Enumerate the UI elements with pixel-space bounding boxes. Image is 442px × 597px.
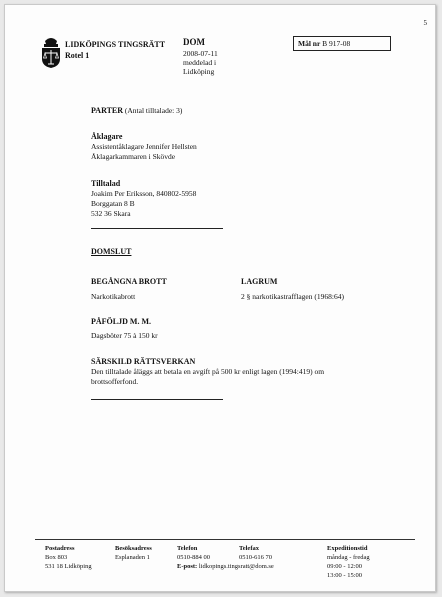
rattsverkan-line1: Den tilltalade åläggs att betala en avgift på 500 kr enligt lagen (1994:419) om (91, 367, 325, 376)
telefax-label: Telefax (239, 545, 259, 552)
expeditionstid-label: Expeditionstid (327, 545, 368, 552)
pafoljd-heading: PÅFÖLJD M. M. (91, 317, 151, 326)
pafoljd-value: Dagsböter 75 à 150 kr (91, 331, 158, 340)
telefon-label: Telefon (177, 545, 198, 552)
document-type: DOM (183, 37, 205, 47)
case-number-box (293, 36, 391, 51)
aklagare-line2: Åklagarkammaren i Skövde (91, 152, 176, 161)
footer-divider (35, 539, 415, 540)
footer-besoksadress (115, 544, 152, 562)
court-header (65, 39, 165, 61)
tilltalad-line1: Joakim Per Eriksson, 840802-5958 (91, 189, 197, 198)
tilltalad-divider (91, 228, 223, 229)
page-number: 5 (423, 19, 427, 27)
tilltalad-section (91, 179, 196, 219)
besoksadress-value: Esplanaden 1 (115, 554, 150, 561)
parter-heading: PARTER (91, 106, 124, 115)
tilltalad-line2: Borggatan 8 B (91, 199, 135, 208)
lagrum-section (241, 277, 344, 302)
document-meta (183, 49, 218, 76)
expeditionstid-line1: måndag - fredag (327, 554, 370, 561)
brott-value: Narkotikabrott (91, 292, 136, 301)
postadress-line1: Box 803 (45, 554, 68, 561)
epost-label: E-post: (177, 563, 198, 570)
document-issued-line1: meddelad i (183, 58, 217, 67)
footer-telefax (239, 544, 272, 562)
court-crest-icon (39, 35, 63, 69)
lagrum-heading: LAGRUM (241, 277, 278, 286)
domslut-heading: DOMSLUT (91, 247, 132, 256)
postadress-line2: 531 18 Lidköping (45, 563, 92, 570)
telefon-value: 0510-884 00 (177, 554, 211, 561)
expeditionstid-line3: 13:00 - 15:00 (327, 572, 363, 579)
expeditionstid-line2: 09:00 - 12:00 (327, 563, 363, 570)
tilltalad-heading: Tilltalad (91, 179, 121, 188)
aklagare-section (91, 132, 197, 162)
document-issued-line2: Lidköping (183, 67, 215, 76)
lagrum-value: 2 § narkotikastrafflagen (1968:64) (241, 292, 344, 301)
footer-postadress (45, 544, 92, 571)
court-name: LIDKÖPINGS TINGSRÄTT (65, 40, 166, 49)
aklagare-heading: Åklagare (91, 132, 123, 141)
court-unit: Rotel 1 (65, 51, 90, 60)
besoksadress-label: Besöksadress (115, 545, 152, 552)
rattsverkan-line2: brottsofferfond. (91, 377, 139, 386)
domslut-divider (91, 399, 223, 400)
rattsverkan-section (91, 357, 324, 387)
brott-heading: BEGÅNGNA BROTT (91, 277, 167, 286)
epost-value[interactable]: lidkopings.tingsratt@dom.se (198, 563, 274, 570)
postadress-label: Postadress (45, 545, 75, 552)
document-date: 2008-07-11 (183, 49, 218, 58)
case-number: B 917-08 (322, 39, 351, 48)
rattsverkan-heading: SÄRSKILD RÄTTSVERKAN (91, 357, 196, 366)
footer-expeditionstid (327, 544, 370, 580)
case-label: Mål nr (298, 39, 321, 48)
tilltalad-line3: 532 36 Skara (91, 209, 131, 218)
document-page (4, 4, 436, 592)
aklagare-line1: Assistentåklagare Jennifer Hellsten (91, 142, 197, 151)
telefax-value: 0510-616 70 (239, 554, 273, 561)
parter-section (91, 106, 182, 116)
brott-section (91, 277, 167, 302)
pafoljd-section (91, 317, 158, 341)
parter-note: (Antal tilltalade: 3) (124, 106, 183, 115)
